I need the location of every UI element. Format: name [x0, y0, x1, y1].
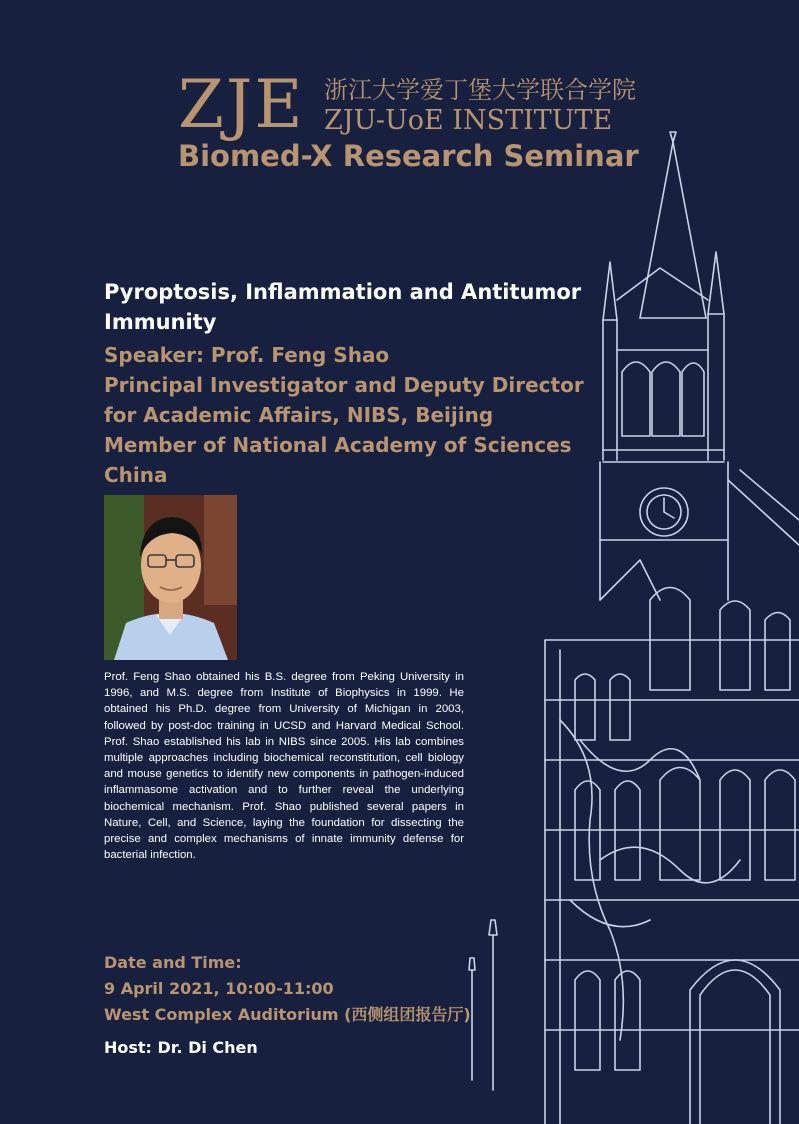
- speaker-info: [104, 340, 604, 490]
- event-details: [104, 950, 484, 1028]
- seminar-series-title: Biomed-X Research Seminar: [178, 139, 639, 173]
- date-heading: Date and Time:: [104, 953, 242, 972]
- institute-name-chinese: 浙江大学爱丁堡大学联合学院: [324, 76, 636, 104]
- talk-title-line: Immunity: [104, 310, 217, 334]
- speaker-position: for Academic Affairs, NIBS, Beijing: [104, 403, 494, 427]
- zje-logo: ZJE: [178, 66, 305, 143]
- speaker-position: Principal Investigator and Deputy Director: [104, 373, 584, 397]
- speaker-photo: [104, 495, 237, 660]
- speaker-name: Speaker: Prof. Feng Shao: [104, 343, 390, 367]
- institute-name-english: ZJU-UoE INSTITUTE: [324, 105, 613, 136]
- event-host: Host: Dr. Di Chen: [104, 1038, 258, 1057]
- date-time: 9 April 2021, 10:00-11:00: [104, 979, 334, 998]
- event-location: West Complex Auditorium (西侧组团报告厅): [104, 1005, 471, 1024]
- speaker-membership: Member of National Academy of Sciences: [104, 433, 572, 457]
- speaker-biography: Prof. Feng Shao obtained his B.S. degree from Peking University in 1996, and M.S. degree from Institute of Biophysics in 1999. He obtained his Ph.D. degree from University of Michigan in 2003, followed by post-doc training in UCSD and Harvard Medical School. Prof. Shao established his lab in NIBS since 2005. His lab combines multiple approaches including biochemical reconstitution, cell biology and mouse genetics to identify new components in pathogen-induced inflammasome activation and to further reveal the underlying biochemical mechanism. Prof. Shao published several papers in Nature, Cell, and Science, laying the foundation for dissecting the precise and complex mechanisms of innate immunity defense for bacterial infection.: [104, 671, 464, 862]
- speaker-membership: China: [104, 463, 168, 487]
- header: [178, 66, 639, 180]
- talk-title-line: Pyroptosis, Inflammation and Antitumor: [104, 280, 582, 304]
- talk-title: [104, 277, 594, 337]
